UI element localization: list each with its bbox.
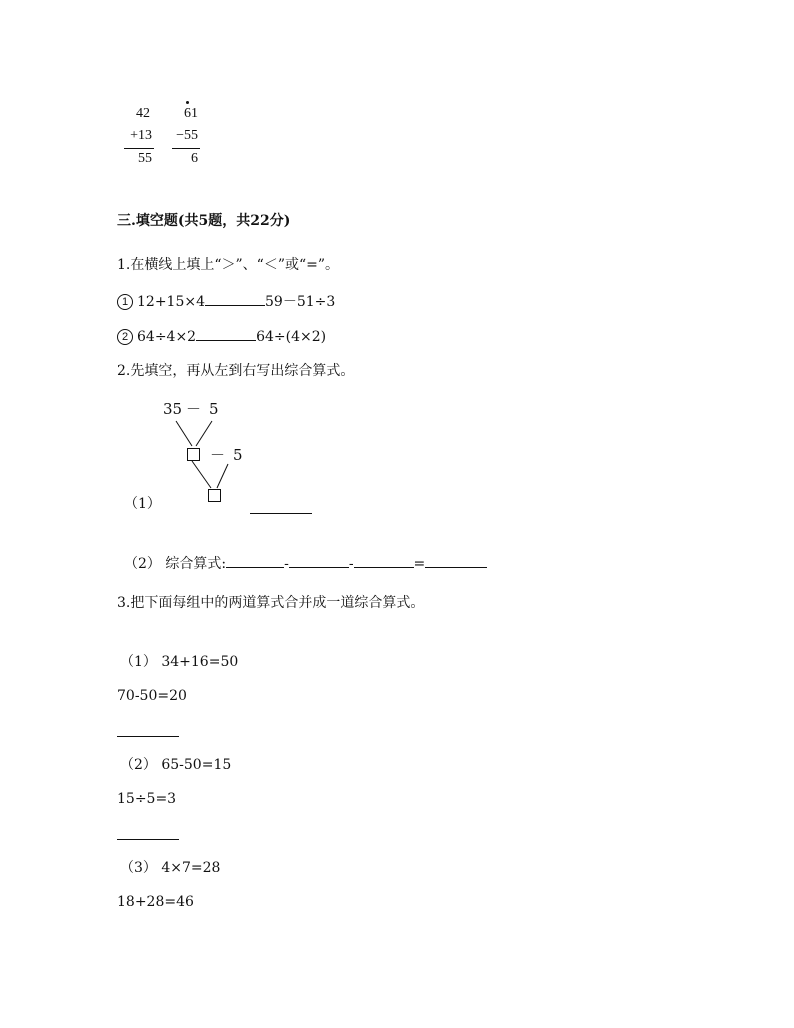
q2-prompt: 2.先填空，再从左到右写出综合算式。 (117, 363, 355, 379)
tree-mid-right: 5 (233, 446, 243, 464)
q1-item-1-right: 59－51÷3 (265, 294, 336, 310)
q2-part2-label: （2） 综合算式: (124, 556, 227, 572)
answer-box-1[interactable] (187, 448, 200, 461)
tree-top-left: 35 (163, 400, 183, 418)
equals-sign: = (413, 556, 426, 572)
q1-item-2-left: 64÷4×2 (137, 329, 197, 345)
calc1-top: 42 (136, 106, 150, 121)
tree-line-2 (196, 421, 212, 446)
q3-group-2-second: 15÷5=3 (117, 791, 177, 807)
q3-group-3-label: （3） 4×7=28 (120, 860, 221, 876)
q3-group-1-label: （1） 34+16=50 (120, 654, 239, 670)
tree-minus-2: － (210, 446, 226, 464)
calc1-result: 55 (138, 151, 152, 166)
q3-group-2-blank[interactable] (117, 839, 179, 840)
circle-marker-1: 1 (117, 294, 133, 310)
calc2-result: 6 (191, 151, 198, 166)
q3-prompt: 3.把下面每组中的两道算式合并成一道综合算式。 (117, 595, 425, 611)
answer-box-2[interactable] (208, 489, 221, 502)
q2-blank-2[interactable] (289, 553, 349, 568)
dash-1: - (284, 556, 289, 572)
q3-group-1-second: 70-50=20 (117, 688, 187, 704)
q3-group-1-blank[interactable] (117, 736, 179, 737)
tree-line-1 (176, 421, 192, 446)
q2-blank-4[interactable] (425, 553, 487, 568)
calc2-top: 61 (184, 106, 198, 121)
q2-blank-1[interactable] (226, 553, 284, 568)
q2-part2-row (124, 553, 487, 573)
calc1-operand: +13 (130, 128, 152, 143)
q1-prompt: 1.在横线上填上“＞”、“＜”或“=”。 (117, 257, 340, 273)
q2-part1-blank[interactable] (250, 499, 312, 514)
tree-line-3 (192, 461, 211, 488)
calc2-operand: −55 (176, 128, 198, 143)
tree-top-right: 5 (209, 400, 219, 418)
circle-marker-2: 2 (117, 329, 133, 345)
section-title: 三.填空题(共5题，共22分) (117, 213, 291, 229)
q2-blank-3[interactable] (354, 553, 414, 568)
q1-item-2-right: 64÷(4×2) (256, 329, 327, 345)
tree-line-4 (217, 464, 228, 488)
dash-2: - (348, 556, 354, 572)
q1-item-1-left: 12+15×4 (137, 294, 205, 310)
q2-part1-label: （1） (124, 496, 161, 512)
q3-group-2-label: （2） 65-50=15 (120, 757, 232, 773)
tree-minus-1: － (186, 400, 202, 418)
q3-group-3-second: 18+28=46 (117, 894, 194, 910)
